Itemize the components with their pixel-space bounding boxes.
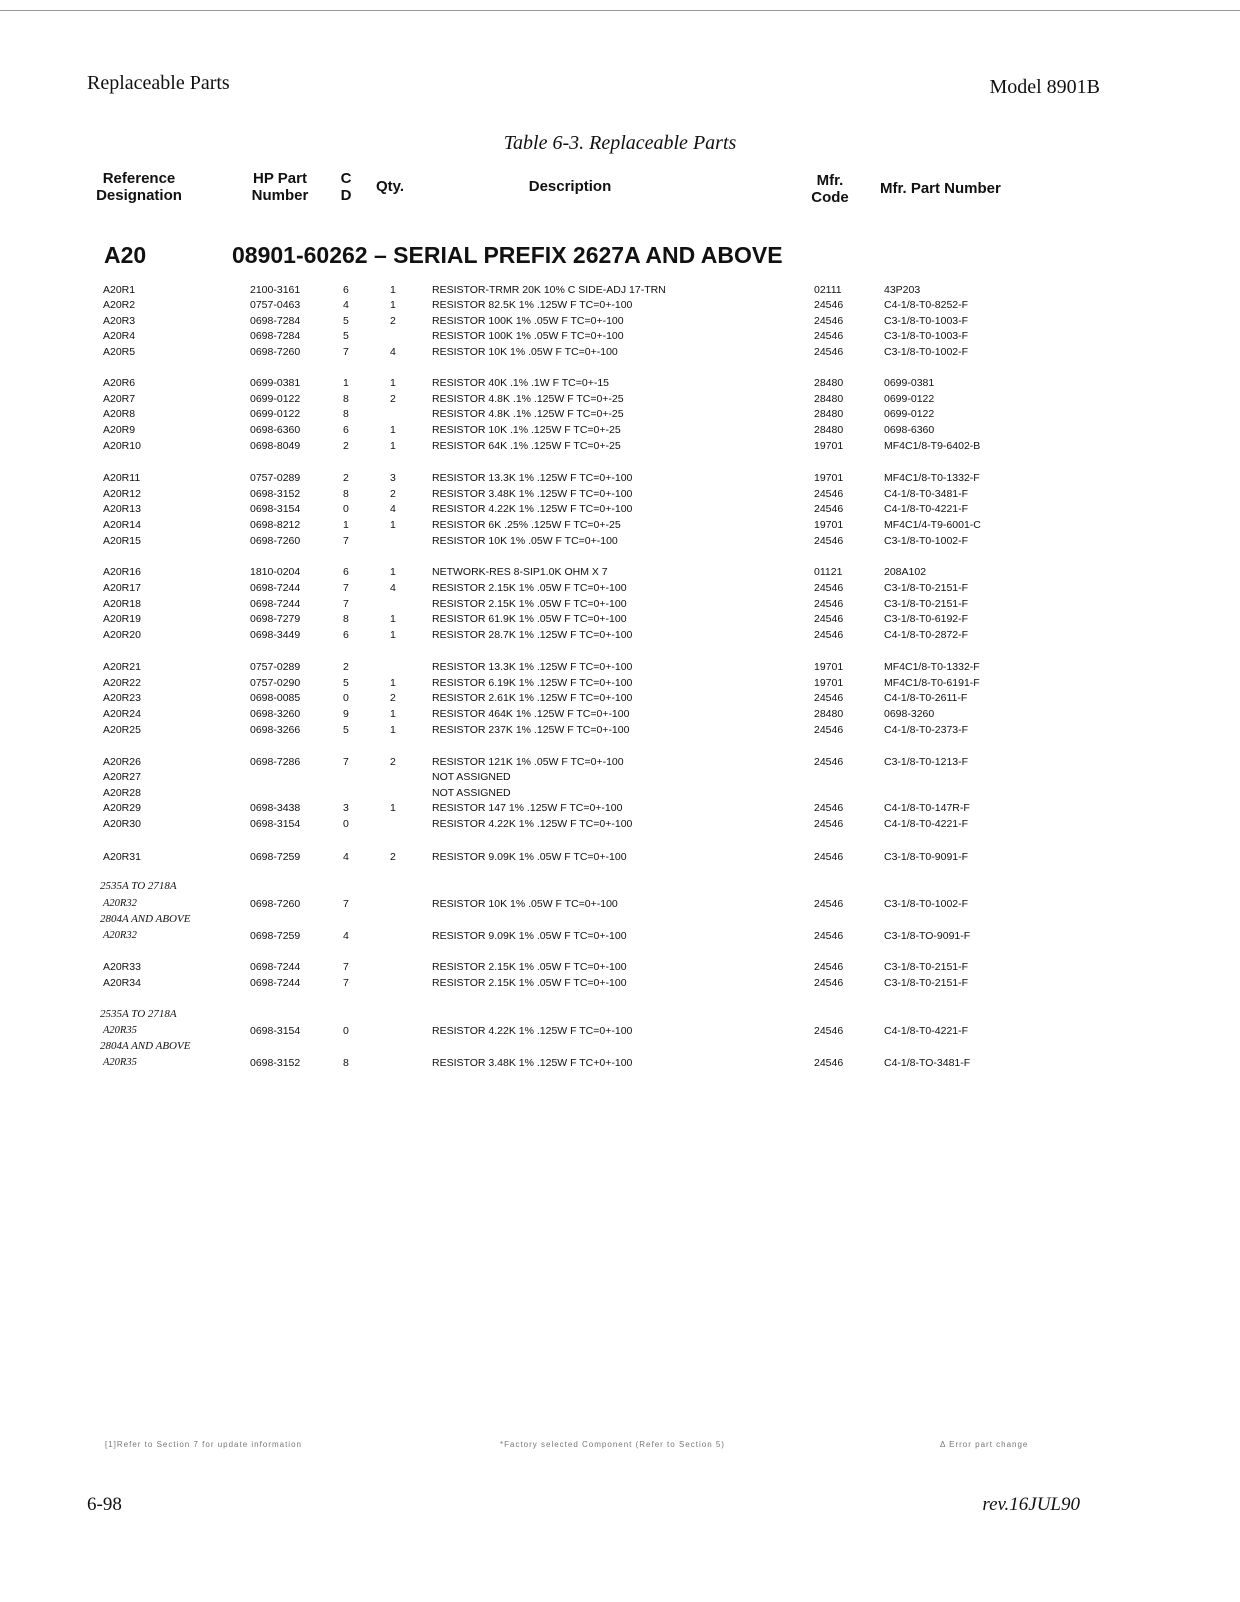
check-digit: 4 bbox=[343, 930, 349, 942]
mfr-code: 24546 bbox=[814, 629, 844, 641]
table-row bbox=[0, 566, 1240, 581]
description: RESISTOR 64K .1% .125W F TC=0+-25 bbox=[432, 440, 621, 452]
table-row bbox=[0, 1025, 1240, 1040]
hp-part-number: 0698-7260 bbox=[250, 898, 301, 910]
quantity: 2 bbox=[390, 692, 396, 704]
check-digit: 1 bbox=[343, 377, 349, 389]
reference-designation: A20R7 bbox=[103, 393, 136, 405]
mfr-part-number: C3-1/8-T0-1002-F bbox=[884, 535, 969, 547]
reference-designation: A20R18 bbox=[103, 598, 141, 610]
mfr-code: 02111 bbox=[814, 284, 842, 296]
check-digit: 9 bbox=[343, 708, 349, 720]
table-row bbox=[0, 898, 1240, 913]
description: RESISTOR 4.8K .1% .125W F TC=0+-25 bbox=[432, 393, 624, 405]
check-digit: 7 bbox=[343, 898, 349, 910]
description: RESISTOR 3.48K 1% .125W F TC+0+-100 bbox=[432, 1057, 633, 1069]
mfr-code: 24546 bbox=[814, 582, 844, 594]
col-header-mfr-code: Mfr. Code bbox=[811, 172, 849, 206]
quantity: 1 bbox=[390, 377, 396, 389]
reference-designation: A20R31 bbox=[103, 851, 141, 863]
table-row bbox=[0, 724, 1240, 739]
check-digit: 2 bbox=[343, 661, 349, 673]
check-digit: 0 bbox=[343, 503, 349, 515]
hp-part-number: 0698-3260 bbox=[250, 708, 301, 720]
table-row bbox=[0, 598, 1240, 613]
description: RESISTOR 10K 1% .05W F TC=0+-100 bbox=[432, 535, 618, 547]
reference-designation: A20R2 bbox=[103, 299, 136, 311]
table-row bbox=[0, 977, 1240, 992]
table-row bbox=[0, 708, 1240, 723]
table-row bbox=[0, 315, 1240, 330]
reference-designation: A20R32 bbox=[103, 930, 137, 941]
hp-part-number: 0698-7244 bbox=[250, 598, 301, 610]
mfr-code: 19701 bbox=[814, 440, 844, 452]
reference-designation: A20R28 bbox=[103, 787, 141, 799]
check-digit: 7 bbox=[343, 535, 349, 547]
description: RESISTOR 121K 1% .05W F TC=0+-100 bbox=[432, 756, 624, 768]
description: RESISTOR 28.7K 1% .125W F TC=0+-100 bbox=[432, 629, 633, 641]
reference-designation: A20R11 bbox=[103, 472, 141, 484]
mfr-part-number: 0699-0122 bbox=[884, 408, 935, 420]
hp-part-number: 0698-7260 bbox=[250, 535, 301, 547]
serial-range-note: 2804A AND ABOVE bbox=[100, 1040, 191, 1052]
mfr-code: 28480 bbox=[814, 424, 844, 436]
footnote-part-change: Δ Error part change bbox=[940, 1440, 1029, 1449]
check-digit: 6 bbox=[343, 566, 349, 578]
check-digit: 5 bbox=[343, 330, 349, 342]
description: NETWORK-RES 8-SIP1.0K OHM X 7 bbox=[432, 566, 608, 578]
quantity: 1 bbox=[390, 724, 396, 736]
mfr-code: 28480 bbox=[814, 393, 844, 405]
check-digit: 7 bbox=[343, 756, 349, 768]
table-row bbox=[0, 346, 1240, 361]
mfr-code: 19701 bbox=[814, 677, 844, 689]
reference-designation: A20R25 bbox=[103, 724, 141, 736]
check-digit: 7 bbox=[343, 582, 349, 594]
description: RESISTOR 2.15K 1% .05W F TC=0+-100 bbox=[432, 961, 627, 973]
hp-part-number: 0698-8049 bbox=[250, 440, 301, 452]
mfr-part-number: C4-1/8-T0-8252-F bbox=[884, 299, 969, 311]
description: RESISTOR 100K 1% .05W F TC=0+-100 bbox=[432, 330, 624, 342]
table-row bbox=[0, 677, 1240, 692]
hp-part-number: 0699-0122 bbox=[250, 393, 301, 405]
serial-range-note: 2535A TO 2718A bbox=[100, 1008, 177, 1020]
description: RESISTOR 10K 1% .05W F TC=0+-100 bbox=[432, 346, 618, 358]
check-digit: 7 bbox=[343, 346, 349, 358]
hp-part-number: 0698-6360 bbox=[250, 424, 301, 436]
table-row bbox=[0, 503, 1240, 518]
reference-designation: A20R35 bbox=[103, 1057, 137, 1068]
hp-part-number: 0698-7279 bbox=[250, 613, 301, 625]
quantity: 1 bbox=[390, 519, 396, 531]
reference-designation: A20R12 bbox=[103, 488, 141, 500]
description: RESISTOR 3.48K 1% .125W F TC=0+-100 bbox=[432, 488, 633, 500]
description: RESISTOR 61.9K 1% .05W F TC=0+-100 bbox=[432, 613, 627, 625]
hp-part-number: 1810-0204 bbox=[250, 566, 301, 578]
top-rule bbox=[0, 10, 1240, 11]
serial-range-note: 2804A AND ABOVE bbox=[100, 913, 191, 925]
description: RESISTOR 13.3K 1% .125W F TC=0+-100 bbox=[432, 472, 633, 484]
reference-designation: A20R33 bbox=[103, 961, 141, 973]
description: RESISTOR 10K 1% .05W F TC=0+-100 bbox=[432, 898, 618, 910]
mfr-code: 24546 bbox=[814, 724, 844, 736]
mfr-part-number: C3-1/8-T0-9091-F bbox=[884, 851, 969, 863]
reference-designation: A20R5 bbox=[103, 346, 136, 358]
check-digit: 7 bbox=[343, 961, 349, 973]
check-digit: 4 bbox=[343, 851, 349, 863]
mfr-code: 24546 bbox=[814, 977, 844, 989]
hp-part-number: 0698-3266 bbox=[250, 724, 301, 736]
mfr-code: 19701 bbox=[814, 661, 844, 673]
reference-designation: A20R3 bbox=[103, 315, 136, 327]
reference-designation: A20R4 bbox=[103, 330, 136, 342]
quantity: 4 bbox=[390, 582, 396, 594]
table-row bbox=[0, 582, 1240, 597]
check-digit: 5 bbox=[343, 315, 349, 327]
quantity: 2 bbox=[390, 756, 396, 768]
table-row bbox=[0, 377, 1240, 392]
section-heading bbox=[104, 242, 783, 269]
hp-part-number: 0698-3154 bbox=[250, 503, 301, 515]
mfr-part-number: MF4C1/4-T9-6001-C bbox=[884, 519, 981, 531]
mfr-part-number: C4-1/8-T0-4221-F bbox=[884, 503, 969, 515]
hp-part-number: 0698-3152 bbox=[250, 488, 301, 500]
mfr-code: 24546 bbox=[814, 535, 844, 547]
description: RESISTOR 10K .1% .125W F TC=0+-25 bbox=[432, 424, 621, 436]
table-row bbox=[0, 692, 1240, 707]
hp-part-number: 0757-0289 bbox=[250, 472, 301, 484]
mfr-part-number: C3-1/8-T0-2151-F bbox=[884, 977, 969, 989]
table-row bbox=[0, 519, 1240, 534]
section-title: 08901-60262 – SERIAL PREFIX 2627A AND ABOVE bbox=[232, 242, 783, 268]
table-row bbox=[0, 440, 1240, 455]
mfr-part-number: C3-1/8-T0-1002-F bbox=[884, 346, 969, 358]
footnote-update: [1]Refer to Section 7 for update information bbox=[105, 1440, 302, 1449]
hp-part-number: 0698-7244 bbox=[250, 961, 301, 973]
reference-designation: A20R29 bbox=[103, 802, 141, 814]
mfr-code: 24546 bbox=[814, 756, 844, 768]
mfr-part-number: C4-1/8-T0-4221-F bbox=[884, 1025, 969, 1037]
quantity: 1 bbox=[390, 424, 396, 436]
mfr-part-number: MF4C1/8-T9-6402-B bbox=[884, 440, 981, 452]
mfr-part-number: C3-1/8-T0-1003-F bbox=[884, 315, 969, 327]
mfr-part-number: MF4C1/8-T0-1332-F bbox=[884, 661, 980, 673]
check-digit: 0 bbox=[343, 692, 349, 704]
check-digit: 8 bbox=[343, 408, 349, 420]
mfr-part-number: C3-1/8-TO-9091-F bbox=[884, 930, 971, 942]
hp-part-number: 0699-0122 bbox=[250, 408, 301, 420]
table-row bbox=[0, 802, 1240, 817]
col-header-description: Description bbox=[528, 178, 612, 195]
description: NOT ASSIGNED bbox=[432, 771, 511, 783]
check-digit: 2 bbox=[343, 440, 349, 452]
hp-part-number: 0698-7286 bbox=[250, 756, 301, 768]
mfr-part-number: C3-1/8-T0-2151-F bbox=[884, 961, 969, 973]
mfr-code: 28480 bbox=[814, 408, 844, 420]
mfr-code: 24546 bbox=[814, 330, 844, 342]
hp-part-number: 0698-7260 bbox=[250, 346, 301, 358]
description: RESISTOR 4.8K .1% .125W F TC=0+-25 bbox=[432, 408, 624, 420]
table-row bbox=[0, 613, 1240, 628]
revision-date: rev.16JUL90 bbox=[982, 1494, 1080, 1515]
mfr-code: 19701 bbox=[814, 519, 844, 531]
table-row bbox=[0, 756, 1240, 771]
mfr-code: 24546 bbox=[814, 598, 844, 610]
check-digit: 8 bbox=[343, 488, 349, 500]
table-row bbox=[0, 771, 1240, 786]
table-row bbox=[0, 535, 1240, 550]
mfr-code: 19701 bbox=[814, 472, 844, 484]
reference-designation: A20R23 bbox=[103, 692, 141, 704]
mfr-code: 24546 bbox=[814, 1057, 844, 1069]
check-digit: 6 bbox=[343, 629, 349, 641]
mfr-code: 01121 bbox=[814, 566, 843, 578]
mfr-code: 24546 bbox=[814, 346, 844, 358]
quantity: 1 bbox=[390, 677, 396, 689]
mfr-code: 24546 bbox=[814, 802, 844, 814]
mfr-part-number: C4-1/8-T0-2872-F bbox=[884, 629, 969, 641]
quantity: 4 bbox=[390, 503, 396, 515]
check-digit: 1 bbox=[343, 519, 349, 531]
description: RESISTOR 237K 1% .125W F TC=0+-100 bbox=[432, 724, 630, 736]
description: RESISTOR 464K 1% .125W F TC=0+-100 bbox=[432, 708, 630, 720]
hp-part-number: 0698-3152 bbox=[250, 1057, 301, 1069]
check-digit: 8 bbox=[343, 393, 349, 405]
hp-part-number: 0698-3154 bbox=[250, 818, 301, 830]
reference-designation: A20R16 bbox=[103, 566, 141, 578]
check-digit: 6 bbox=[343, 284, 349, 296]
table-row bbox=[0, 851, 1240, 866]
reference-designation: A20R32 bbox=[103, 898, 137, 909]
hp-part-number: 0698-3154 bbox=[250, 1025, 301, 1037]
hp-part-number: 0698-3449 bbox=[250, 629, 301, 641]
quantity: 1 bbox=[390, 613, 396, 625]
reference-designation: A20R14 bbox=[103, 519, 141, 531]
description: RESISTOR 4.22K 1% .125W F TC=0+-100 bbox=[432, 1025, 633, 1037]
hp-part-number: 0698-7244 bbox=[250, 977, 301, 989]
hp-part-number: 0699-0381 bbox=[250, 377, 301, 389]
reference-designation: A20R6 bbox=[103, 377, 136, 389]
description: RESISTOR 9.09K 1% .05W F TC=0+-100 bbox=[432, 851, 627, 863]
table-row bbox=[0, 488, 1240, 503]
mfr-code: 24546 bbox=[814, 851, 844, 863]
mfr-part-number: C3-1/8-T0-2151-F bbox=[884, 598, 969, 610]
hp-part-number: 0698-7284 bbox=[250, 315, 301, 327]
check-digit: 7 bbox=[343, 977, 349, 989]
hp-part-number: 0757-0289 bbox=[250, 661, 301, 673]
table-row bbox=[0, 424, 1240, 439]
description: RESISTOR 2.15K 1% .05W F TC=0+-100 bbox=[432, 598, 627, 610]
col-header-hp-part: HP Part Number bbox=[251, 170, 309, 204]
hp-part-number: 0698-8212 bbox=[250, 519, 301, 531]
footnote-factory-selected: *Factory selected Component (Refer to Section 5) bbox=[500, 1440, 725, 1449]
mfr-code: 24546 bbox=[814, 930, 844, 942]
quantity: 2 bbox=[390, 851, 396, 863]
mfr-part-number: 43P203 bbox=[884, 284, 921, 296]
table-row bbox=[0, 1057, 1240, 1072]
mfr-part-number: C4-1/8-T0-2373-F bbox=[884, 724, 969, 736]
table-row bbox=[0, 930, 1240, 945]
reference-designation: A20R10 bbox=[103, 440, 141, 452]
mfr-code: 24546 bbox=[814, 488, 844, 500]
quantity: 2 bbox=[390, 393, 396, 405]
check-digit: 6 bbox=[343, 424, 349, 436]
mfr-code: 28480 bbox=[814, 377, 844, 389]
mfr-code: 24546 bbox=[814, 299, 844, 311]
description: RESISTOR 2.15K 1% .05W F TC=0+-100 bbox=[432, 582, 627, 594]
hp-part-number: 0698-7259 bbox=[250, 930, 301, 942]
col-header-qty: Qty. bbox=[375, 178, 405, 195]
mfr-part-number: C3-1/8-T0-2151-F bbox=[884, 582, 969, 594]
reference-designation: A20R19 bbox=[103, 613, 141, 625]
hp-part-number: 0698-0085 bbox=[250, 692, 301, 704]
table-row bbox=[0, 284, 1240, 299]
reference-designation: A20R1 bbox=[103, 284, 136, 296]
mfr-code: 24546 bbox=[814, 818, 844, 830]
reference-designation: A20R9 bbox=[103, 424, 136, 436]
description: RESISTOR 6.19K 1% .125W F TC=0+-100 bbox=[432, 677, 633, 689]
mfr-part-number: C4-1/8-T0-4221-F bbox=[884, 818, 969, 830]
mfr-code: 28480 bbox=[814, 708, 844, 720]
hp-part-number: 0698-7259 bbox=[250, 851, 301, 863]
section-ref: A20 bbox=[104, 242, 147, 268]
mfr-part-number: C3-1/8-T0-1003-F bbox=[884, 330, 969, 342]
table-row bbox=[0, 629, 1240, 644]
reference-designation: A20R30 bbox=[103, 818, 141, 830]
quantity: 1 bbox=[390, 708, 396, 720]
mfr-part-number: C4-1/8-T0-147R-F bbox=[884, 802, 970, 814]
mfr-code: 24546 bbox=[814, 613, 844, 625]
quantity: 1 bbox=[390, 299, 396, 311]
quantity: 2 bbox=[390, 488, 396, 500]
check-digit: 5 bbox=[343, 677, 349, 689]
check-digit: 3 bbox=[343, 802, 349, 814]
quantity: 1 bbox=[390, 566, 396, 578]
mfr-part-number: C3-1/8-T0-6192-F bbox=[884, 613, 969, 625]
hp-part-number: 0757-0463 bbox=[250, 299, 301, 311]
description: RESISTOR 147 1% .125W F TC=0+-100 bbox=[432, 802, 623, 814]
mfr-part-number: C4-1/8-T0-3481-F bbox=[884, 488, 969, 500]
table-row bbox=[0, 661, 1240, 676]
reference-designation: A20R35 bbox=[103, 1025, 137, 1036]
check-digit: 5 bbox=[343, 724, 349, 736]
mfr-part-number: MF4C1/8-T0-6191-F bbox=[884, 677, 980, 689]
check-digit: 8 bbox=[343, 1057, 349, 1069]
reference-designation: A20R15 bbox=[103, 535, 141, 547]
mfr-part-number: 0699-0122 bbox=[884, 393, 935, 405]
description: RESISTOR 9.09K 1% .05W F TC=0+-100 bbox=[432, 930, 627, 942]
serial-range-note: 2535A TO 2718A bbox=[100, 880, 177, 892]
header-model: Model 8901B bbox=[989, 76, 1100, 98]
table-row bbox=[0, 472, 1240, 487]
reference-designation: A20R26 bbox=[103, 756, 141, 768]
mfr-code: 24546 bbox=[814, 961, 844, 973]
check-digit: 0 bbox=[343, 818, 349, 830]
reference-designation: A20R8 bbox=[103, 408, 136, 420]
reference-designation: A20R21 bbox=[103, 661, 141, 673]
description: RESISTOR 4.22K 1% .125W F TC=0+-100 bbox=[432, 818, 633, 830]
reference-designation: A20R17 bbox=[103, 582, 141, 594]
page-number: 6-98 bbox=[87, 1494, 122, 1515]
mfr-part-number: C4-1/8-TO-3481-F bbox=[884, 1057, 971, 1069]
description: RESISTOR 100K 1% .05W F TC=0+-100 bbox=[432, 315, 624, 327]
reference-designation: A20R27 bbox=[103, 771, 141, 783]
quantity: 4 bbox=[390, 346, 396, 358]
table-row bbox=[0, 330, 1240, 345]
table-row bbox=[0, 408, 1240, 423]
hp-part-number: 0698-3438 bbox=[250, 802, 301, 814]
description: NOT ASSIGNED bbox=[432, 787, 511, 799]
mfr-part-number: 208A102 bbox=[884, 566, 927, 578]
hp-part-number: 2100-3161 bbox=[250, 284, 301, 296]
table-title: Table 6-3. Replaceable Parts bbox=[503, 132, 737, 154]
description: RESISTOR 2.61K 1% .125W F TC=0+-100 bbox=[432, 692, 633, 704]
col-header-reference: Reference Designation bbox=[96, 170, 182, 204]
mfr-code: 24546 bbox=[814, 1025, 844, 1037]
description: RESISTOR-TRMR 20K 10% C SIDE-ADJ 17-TRN bbox=[432, 284, 666, 296]
mfr-part-number: 0698-6360 bbox=[884, 424, 935, 436]
reference-designation: A20R20 bbox=[103, 629, 141, 641]
table-row bbox=[0, 393, 1240, 408]
reference-designation: A20R34 bbox=[103, 977, 141, 989]
check-digit: 2 bbox=[343, 472, 349, 484]
description: RESISTOR 82.5K 1% .125W F TC=0+-100 bbox=[432, 299, 633, 311]
col-header-cd: C D bbox=[340, 170, 352, 204]
description: RESISTOR 2.15K 1% .05W F TC=0+-100 bbox=[432, 977, 627, 989]
table-row bbox=[0, 961, 1240, 976]
table-row bbox=[0, 818, 1240, 833]
hp-part-number: 0698-7244 bbox=[250, 582, 301, 594]
mfr-code: 24546 bbox=[814, 692, 844, 704]
quantity: 1 bbox=[390, 284, 396, 296]
check-digit: 0 bbox=[343, 1025, 349, 1037]
mfr-part-number: MF4C1/8-T0-1332-F bbox=[884, 472, 980, 484]
hp-part-number: 0757-0290 bbox=[250, 677, 301, 689]
description: RESISTOR 40K .1% .1W F TC=0+-15 bbox=[432, 377, 610, 389]
check-digit: 8 bbox=[343, 613, 349, 625]
mfr-code: 24546 bbox=[814, 898, 844, 910]
quantity: 3 bbox=[390, 472, 396, 484]
col-header-mfr-part: Mfr. Part Number bbox=[880, 180, 1001, 197]
mfr-part-number: 0699-0381 bbox=[884, 377, 935, 389]
check-digit: 4 bbox=[343, 299, 349, 311]
mfr-code: 24546 bbox=[814, 315, 844, 327]
mfr-part-number: C3-1/8-T0-1213-F bbox=[884, 756, 969, 768]
description: RESISTOR 4.22K 1% .125W F TC=0+-100 bbox=[432, 503, 633, 515]
description: RESISTOR 6K .25% .125W F TC=0+-25 bbox=[432, 519, 621, 531]
mfr-part-number: C4-1/8-T0-2611-F bbox=[884, 692, 968, 704]
quantity: 1 bbox=[390, 802, 396, 814]
reference-designation: A20R22 bbox=[103, 677, 141, 689]
reference-designation: A20R13 bbox=[103, 503, 141, 515]
quantity: 1 bbox=[390, 440, 396, 452]
table-row bbox=[0, 299, 1240, 314]
hp-part-number: 0698-7284 bbox=[250, 330, 301, 342]
quantity: 2 bbox=[390, 315, 396, 327]
description: RESISTOR 13.3K 1% .125W F TC=0+-100 bbox=[432, 661, 633, 673]
table-row bbox=[0, 787, 1240, 802]
quantity: 1 bbox=[390, 629, 396, 641]
check-digit: 7 bbox=[343, 598, 349, 610]
mfr-code: 24546 bbox=[814, 503, 844, 515]
header-section-title: Replaceable Parts bbox=[87, 72, 230, 94]
mfr-part-number: C3-1/8-T0-1002-F bbox=[884, 898, 969, 910]
reference-designation: A20R24 bbox=[103, 708, 141, 720]
mfr-part-number: 0698-3260 bbox=[884, 708, 935, 720]
